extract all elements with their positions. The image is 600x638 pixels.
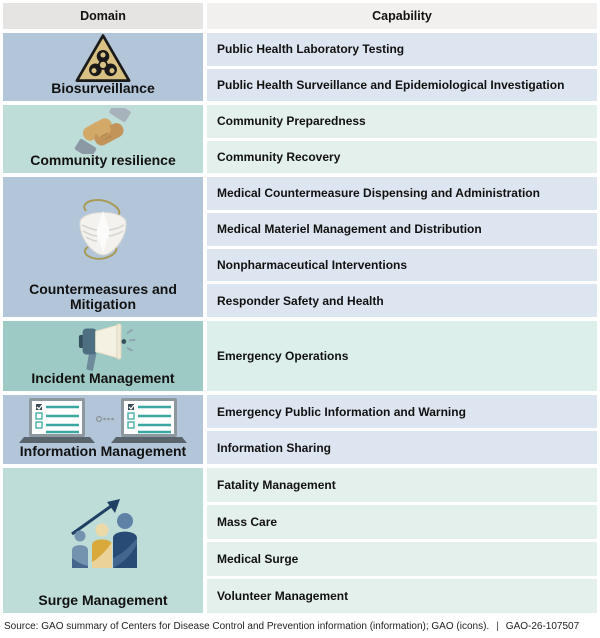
domain-group-incident-management	[3, 321, 597, 391]
capability-cell: Public Health Laboratory Testing	[207, 33, 597, 66]
laptops-icon	[19, 398, 187, 444]
source-text: Source: GAO summary of Centers for Disease Control and Prevention information (information); GAO (icons).	[4, 621, 490, 632]
domain-label: Biosurveillance	[51, 80, 155, 97]
capability-cell: Fatality Management	[207, 468, 597, 502]
capability-cell: Nonpharmaceutical Interventions	[207, 249, 597, 282]
domain-group-countermeasures-mitigation	[3, 177, 597, 317]
capability-list	[207, 395, 597, 464]
capability-cell: Medical Surge	[207, 542, 597, 576]
capability-cell: Medical Countermeasure Dispensing and Administration	[207, 177, 597, 210]
domain-cell-countermeasures-mitigation	[3, 177, 203, 317]
megaphone-icon	[69, 324, 137, 371]
domain-label: Countermeasures and Mitigation	[29, 280, 177, 313]
domain-label: Incident Management	[31, 370, 175, 387]
biohazard-icon	[73, 36, 133, 81]
domain-group-information-management	[3, 395, 597, 464]
capability-cell: Responder Safety and Health	[207, 284, 597, 317]
domain-group-biosurveillance	[3, 33, 597, 101]
capability-list	[207, 321, 597, 391]
capability-list	[207, 177, 597, 317]
capability-cell: Volunteer Management	[207, 579, 597, 613]
capability-cell: Public Health Surveillance and Epidemiological Investigation	[207, 69, 597, 102]
capability-list	[207, 33, 597, 101]
capability-list	[207, 468, 597, 613]
domain-capability-table	[3, 3, 597, 613]
domain-label: Community resilience	[30, 152, 176, 169]
capability-cell: Emergency Public Information and Warning	[207, 395, 597, 428]
domain-cell-biosurveillance	[3, 33, 203, 101]
capability-cell: Medical Materiel Management and Distribution	[207, 213, 597, 246]
capability-cell: Mass Care	[207, 505, 597, 539]
domain-label: Surge Management	[38, 592, 168, 609]
source-note	[4, 621, 579, 632]
respirator-mask-icon	[64, 180, 142, 282]
domain-cell-information-management	[3, 395, 203, 464]
capability-list	[207, 105, 597, 173]
report-number: GAO-26-107507	[505, 621, 580, 632]
people-growth-icon	[64, 471, 142, 593]
capability-cell: Emergency Operations	[207, 321, 597, 391]
domain-cell-incident-management	[3, 321, 203, 391]
footer-separator: |	[496, 621, 499, 632]
domain-group-surge-management	[3, 468, 597, 613]
domain-cell-community-resilience	[3, 105, 203, 173]
capability-cell: Community Recovery	[207, 141, 597, 174]
domain-group-community-resilience	[3, 105, 597, 173]
domain-column-header: Domain	[3, 3, 203, 29]
table-header-row	[3, 3, 597, 29]
capability-cell: Information Sharing	[207, 431, 597, 464]
domain-label: Information Management	[19, 443, 187, 460]
domain-cell-surge-management	[3, 468, 203, 613]
capability-column-header: Capability	[207, 3, 597, 29]
capability-cell: Community Preparedness	[207, 105, 597, 138]
handshake-icon	[72, 108, 134, 153]
